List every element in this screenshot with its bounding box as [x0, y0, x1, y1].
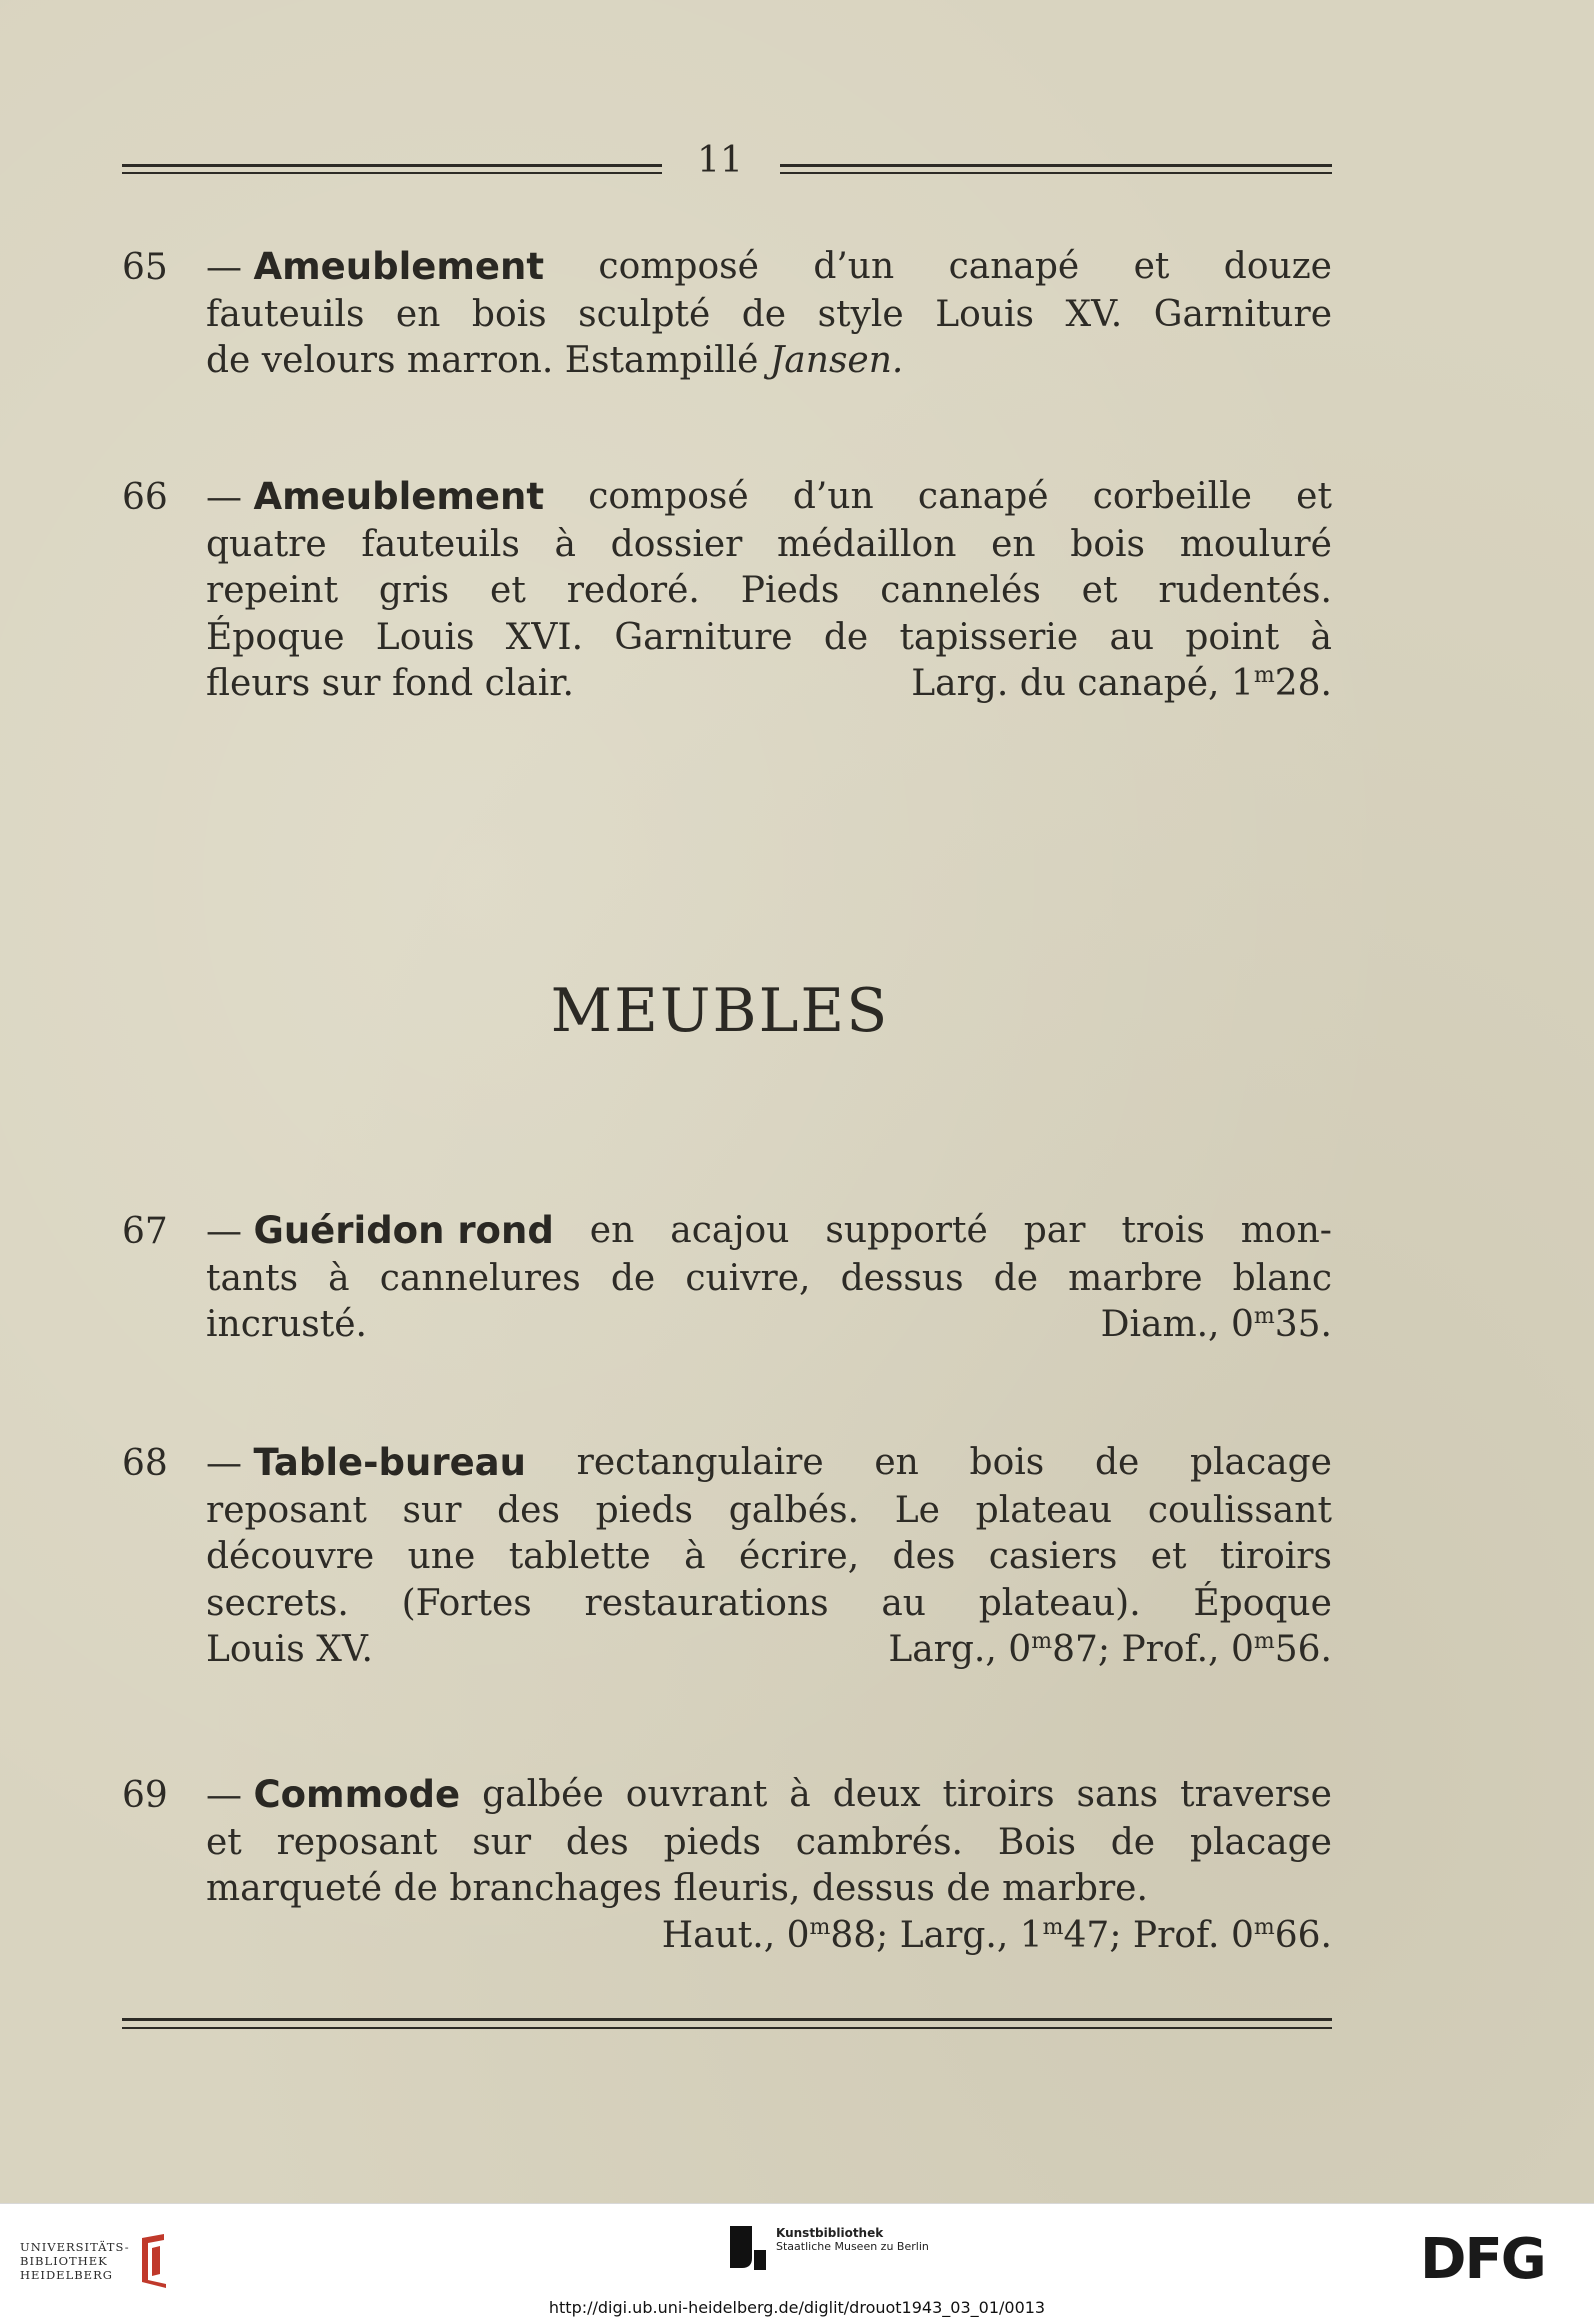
word: sur	[402, 1489, 462, 1531]
word: à	[554, 523, 576, 565]
dimension-unit: m	[1253, 1914, 1275, 1940]
digitization-footer	[0, 2203, 1594, 2321]
entry-line	[122, 1440, 1332, 1488]
university-library-logo[interactable]	[20, 2234, 174, 2288]
dimension-unit: m	[1042, 1914, 1064, 1940]
word: et	[490, 570, 526, 611]
word: de	[1110, 1821, 1156, 1863]
word: Époque	[206, 616, 345, 658]
entry-line	[122, 1772, 1332, 1820]
dimension-label: Diam.,	[1100, 1304, 1220, 1345]
dfg-logo-text: DFG	[1420, 2232, 1545, 2284]
dimension-value: 28.	[1274, 663, 1332, 704]
word: d’un	[792, 476, 874, 517]
dimension-value: 87;	[1052, 1629, 1110, 1670]
dimension-value: 0	[1230, 1914, 1254, 1956]
word: cuivre,	[685, 1257, 811, 1299]
word: tiroirs	[942, 1774, 1055, 1815]
entry-dash: —	[206, 247, 242, 288]
word: tapisserie	[899, 616, 1079, 658]
word: sans	[1076, 1774, 1159, 1815]
word: galbés.	[728, 1489, 860, 1531]
catalog-entry-65	[122, 244, 1332, 385]
dimension-unit: m	[1253, 663, 1275, 688]
dimension-label: Haut.,	[661, 1914, 776, 1956]
footer-rule	[122, 2018, 1332, 2021]
dimension-unit: m	[1253, 1304, 1275, 1329]
word: Pieds	[740, 570, 840, 611]
catalog-entry-67	[122, 1208, 1332, 1349]
word: de	[610, 1257, 656, 1299]
entry-number: 66	[122, 477, 168, 518]
word: Louis	[375, 616, 475, 658]
dimension-value: 0	[1230, 1629, 1254, 1670]
word: des	[565, 1821, 629, 1863]
word: des	[892, 1536, 956, 1577]
entry-line	[122, 338, 1332, 385]
word: Le	[894, 1489, 940, 1531]
dimension-value: 56.	[1274, 1629, 1332, 1670]
word: à	[684, 1536, 706, 1577]
kunstbibliothek-title: Kunstbibliothek	[776, 2226, 884, 2240]
entry-title: Table-bureau	[253, 1441, 526, 1484]
entry-text: Louis XV.	[206, 1629, 373, 1670]
entry-dash: —	[206, 1443, 242, 1484]
entry-text: fleurs sur fond clair.	[206, 663, 574, 704]
word: repeint	[206, 570, 339, 611]
word: médaillon	[777, 523, 957, 565]
word: en	[874, 1442, 919, 1483]
word: en	[395, 293, 441, 335]
entry-line	[122, 1256, 1332, 1303]
dimensions	[911, 661, 1332, 708]
entry-dash: —	[206, 1211, 242, 1252]
kunstbibliothek-logo[interactable]	[728, 2224, 929, 2272]
word: une	[407, 1536, 476, 1577]
entry-line	[122, 522, 1332, 569]
dimension-label: Larg.,	[899, 1914, 1009, 1956]
entry-line	[122, 1627, 1332, 1674]
word: des	[497, 1489, 560, 1531]
word: restaurations	[584, 1582, 829, 1624]
dimension-value: 1	[1230, 663, 1254, 704]
dimension-unit: m	[1031, 1629, 1053, 1654]
word: point	[1185, 616, 1280, 658]
word: redoré.	[566, 570, 700, 611]
word: et	[1296, 476, 1332, 517]
logo-line: UNIVERSITÄTS-	[20, 2240, 130, 2254]
word: plateau	[975, 1489, 1113, 1531]
header-rule-right-2	[780, 172, 1332, 174]
word: canapé	[917, 476, 1049, 517]
word: à	[328, 1257, 350, 1299]
word: rudentés.	[1158, 570, 1332, 611]
word: mon-	[1240, 1210, 1332, 1251]
header-rule-left-2	[122, 172, 662, 174]
entry-title: Ameublement	[253, 245, 545, 288]
word: ouvrant	[625, 1774, 768, 1815]
word: composé	[588, 476, 749, 517]
word: galbée	[482, 1774, 604, 1815]
word: tablette	[508, 1536, 651, 1577]
dimension-value: 0	[1230, 1304, 1254, 1345]
entry-dash: —	[206, 477, 242, 518]
entry-text: incrusté.	[206, 1304, 367, 1345]
word: fauteuils	[361, 523, 520, 565]
entry-line	[122, 1820, 1332, 1867]
word: canapé	[948, 246, 1080, 287]
kunstbibliothek-emblem-icon	[728, 2224, 768, 2272]
word: coulissant	[1147, 1489, 1332, 1531]
entry-number: 68	[122, 1443, 168, 1484]
word: à	[789, 1774, 811, 1815]
word: composé	[598, 246, 759, 287]
entry-number: 65	[122, 247, 168, 288]
entry-title: Commode	[253, 1773, 461, 1816]
word: placage	[1189, 1821, 1332, 1863]
word: XVI.	[505, 616, 584, 658]
dfg-logo[interactable]	[1420, 2232, 1570, 2284]
word: de	[1094, 1442, 1140, 1483]
word: acajou	[670, 1210, 790, 1251]
word: au	[881, 1582, 926, 1624]
section-heading: MEUBLES	[550, 976, 890, 1046]
dimensions	[662, 1913, 1332, 1960]
word: en	[589, 1210, 635, 1251]
word: bois	[471, 293, 547, 335]
dimensions	[1101, 1302, 1332, 1349]
maker-name: Jansen.	[769, 340, 904, 381]
dimension-value: 0	[786, 1914, 810, 1956]
word: et	[206, 1821, 242, 1863]
catalog-entry-68	[122, 1440, 1332, 1674]
dimension-label: Larg. du canapé,	[911, 663, 1220, 704]
word: Époque	[1193, 1582, 1332, 1624]
ub-emblem-icon	[134, 2234, 174, 2288]
entry-line	[122, 474, 1332, 522]
entry-line	[122, 1866, 1332, 1913]
entry-line	[122, 615, 1332, 662]
word: Bois	[997, 1821, 1076, 1863]
dimension-label: Prof.	[1132, 1914, 1220, 1956]
word: et	[1133, 246, 1170, 287]
entry-dash: —	[206, 1775, 242, 1816]
dimension-value: 0	[1008, 1629, 1032, 1670]
word: placage	[1189, 1442, 1332, 1483]
word: de	[823, 616, 869, 658]
word: reposant	[206, 1489, 367, 1531]
source-url[interactable]: http://digi.ub.uni-heidelberg.de/diglit/drouot1943_03_01/0013	[548, 2298, 1046, 2317]
word: traverse	[1180, 1774, 1332, 1815]
dimension-value: 88;	[830, 1914, 889, 1956]
footer-rule-2	[122, 2027, 1332, 2029]
logo-line: BIBLIOTHEK	[20, 2254, 108, 2268]
word: casiers	[988, 1536, 1118, 1577]
word: cannelés	[880, 570, 1041, 611]
word: mouluré	[1179, 523, 1332, 565]
word: marbre	[1068, 1257, 1203, 1299]
word: douze	[1223, 246, 1332, 287]
word: d’un	[813, 246, 895, 287]
entry-line	[122, 1913, 1332, 1960]
word: dessus	[840, 1257, 964, 1299]
word: secrets.	[206, 1582, 349, 1624]
word: XV.	[1065, 293, 1123, 335]
word: en	[991, 523, 1036, 565]
word: plateau).	[978, 1582, 1141, 1624]
dimension-label: Larg.,	[888, 1629, 997, 1670]
page-number: 11	[697, 140, 743, 181]
logo-line: HEIDELBERG	[20, 2268, 113, 2282]
word: quatre	[206, 523, 327, 565]
word: et	[1081, 570, 1118, 611]
word: cannelures	[379, 1257, 581, 1299]
word: blanc	[1232, 1257, 1332, 1299]
catalog-entry-66	[122, 474, 1332, 708]
header-rule-left	[122, 164, 662, 167]
entry-line	[122, 1581, 1332, 1628]
dimension-value: 35.	[1274, 1304, 1332, 1345]
dimension-unit: m	[1253, 1629, 1275, 1654]
word: style	[817, 293, 904, 335]
entry-line	[122, 1208, 1332, 1256]
catalog-entry-69	[122, 1772, 1332, 1959]
dimension-value: 47;	[1063, 1914, 1122, 1956]
header-rule-right	[780, 164, 1332, 167]
entry-text: marqueté de branchages fleuris, dessus de marbre.	[206, 1868, 1148, 1909]
dimensions	[888, 1627, 1332, 1674]
dimension-label: Prof.,	[1121, 1629, 1220, 1670]
word: Garniture	[614, 616, 793, 658]
word: pieds	[595, 1489, 694, 1531]
dimension-value: 1	[1019, 1914, 1043, 1956]
kunstbibliothek-subtitle: Staatliche Museen zu Berlin	[776, 2240, 929, 2253]
word: par	[1023, 1210, 1086, 1251]
word: gris	[378, 570, 450, 611]
word: tants	[206, 1257, 299, 1299]
entry-line	[122, 1534, 1332, 1581]
entry-number: 67	[122, 1211, 168, 1252]
word: (Fortes	[401, 1582, 532, 1624]
word: corbeille	[1092, 476, 1252, 517]
entry-number: 69	[122, 1775, 168, 1816]
word: dossier	[610, 523, 743, 565]
dimension-value: 66.	[1274, 1914, 1332, 1956]
entry-text: de velours marron. Estampillé	[206, 340, 759, 381]
word: de	[993, 1257, 1039, 1299]
word: bois	[969, 1442, 1045, 1483]
entry-line	[122, 661, 1332, 708]
word: au	[1109, 616, 1155, 658]
word: reposant	[276, 1821, 438, 1863]
dimension-unit: m	[809, 1914, 831, 1940]
word: Louis	[935, 293, 1034, 335]
word: tiroirs	[1219, 1536, 1332, 1577]
entry-title: Ameublement	[253, 475, 545, 518]
word: bois	[1070, 523, 1145, 565]
entry-line	[122, 568, 1332, 615]
entry-line	[122, 292, 1332, 339]
word: Garniture	[1153, 293, 1332, 335]
word: pieds	[663, 1821, 761, 1863]
word: sur	[472, 1821, 532, 1863]
word: rectangulaire	[576, 1442, 824, 1483]
word: de	[741, 293, 787, 335]
word: sculpté	[578, 293, 711, 335]
word: découvre	[206, 1536, 375, 1577]
entry-line	[122, 244, 1332, 292]
word: deux	[832, 1774, 921, 1815]
word: écrire,	[738, 1536, 860, 1577]
entry-title: Guéridon rond	[253, 1209, 554, 1252]
word: trois	[1121, 1210, 1205, 1251]
word: cambrés.	[795, 1821, 964, 1863]
entry-line	[122, 1488, 1332, 1535]
word: fauteuils	[206, 293, 365, 335]
word: à	[1310, 616, 1332, 658]
entry-line	[122, 1302, 1332, 1349]
word: et	[1150, 1536, 1187, 1577]
word: supporté	[825, 1210, 988, 1251]
